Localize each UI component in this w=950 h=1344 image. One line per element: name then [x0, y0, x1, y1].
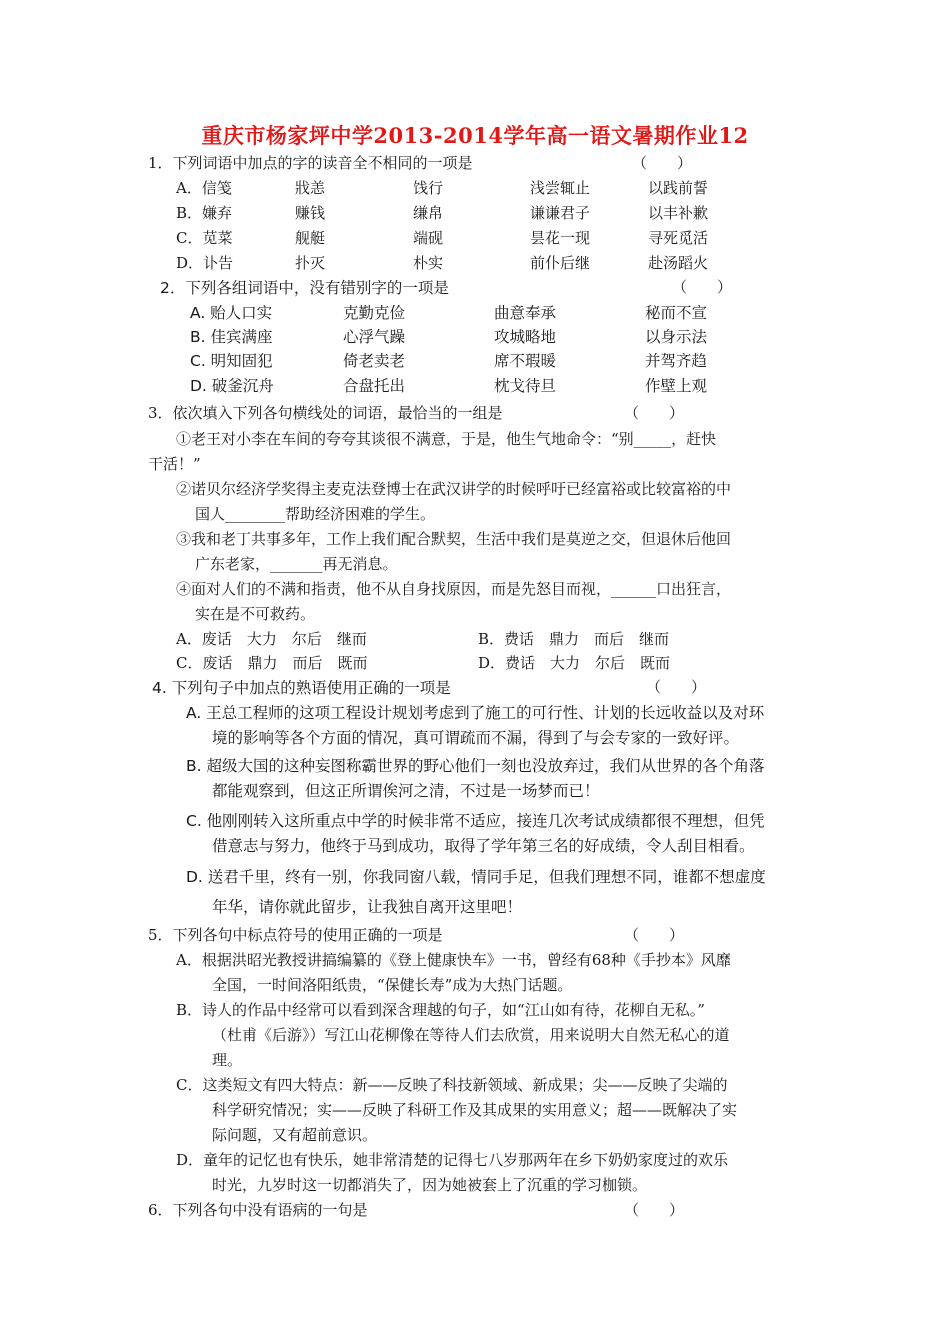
- q4-option-b-line1: B. 超级大国的这种妄图称霸世界的野心他们一刻也没放弃过，我们从世界的各个角落: [186, 757, 765, 775]
- q1-option-b-5: 以丰补歉: [648, 204, 709, 222]
- question-2-stem: 2．下列各组词语中，没有错别字的一项是: [160, 279, 449, 297]
- q1-option-c-3: 端砚: [413, 229, 444, 247]
- q3-sentence-4a: ④面对人们的不满和指责，他不从自身找原因，而是先怒目而视，______口出狂言，: [176, 580, 732, 598]
- q3-sentence-2a: ②诺贝尔经济学奖得主麦克法登博士在武汉讲学的时候呼吁已经富裕或比较富裕的中: [176, 480, 732, 498]
- q3-sentence-4b: 实在是不可救药。: [195, 605, 316, 623]
- q1-option-c-1: C．苋菜: [176, 229, 233, 247]
- q1-option-c-4: 昙花一现: [530, 229, 591, 247]
- q5-option-a-line1: A．根据洪昭光教授讲搞编纂的《登上健康快车》一书，曾经有68种《手抄本》风靡: [176, 951, 731, 969]
- question-6-answer-paren: （ ）: [624, 1201, 685, 1219]
- q2-option-a-1: A. 贻人口实: [190, 304, 273, 322]
- q4-option-d-line2: 年华，请你就此留步，让我独自离开这里吧！: [212, 898, 523, 916]
- q5-option-b-line1: B．诗人的作品中经常可以看到深含理越的句子，如“江山如有待，花柳自无私。”: [176, 1001, 705, 1019]
- q3-sentence-1b: 干活！”: [148, 455, 201, 473]
- q5-option-c-line3: 际问题，又有超前意识。: [212, 1126, 378, 1144]
- question-5-stem: 5．下列各句中标点符号的使用正确的一项是: [148, 926, 443, 944]
- page-title: 重庆市杨家坪中学2013-2014学年高一语文暑期作业12: [201, 123, 749, 148]
- q3-option-d: D．费话 大力 尔后 既而: [478, 654, 671, 672]
- q1-option-a-1: A．信笺: [176, 179, 232, 197]
- q3-option-a: A．废话 大力 尔后 继而: [176, 630, 367, 648]
- q2-option-c-4: 并驾齐趋: [645, 352, 708, 370]
- q5-option-c-line1: C．这类短文有四大特点：新——反映了科技新领域、新成果；尖——反映了尖端的: [176, 1076, 728, 1094]
- q1-option-d-2: 扑灭: [295, 254, 326, 272]
- q2-option-c-1: C. 明知固犯: [190, 352, 273, 370]
- q2-option-d-4: 作壁上观: [645, 377, 708, 395]
- q4-option-b-line2: 都能观察到，但这正所谓俟河之清，不过是一场梦而已！: [212, 782, 600, 800]
- q5-option-c-line2: 科学研究情况；实——反映了科研工作及其成果的实用意义；超——既解决了实: [212, 1101, 738, 1119]
- q1-option-c-2: 舰艇: [295, 229, 326, 247]
- q1-option-b-3: 缣帛: [413, 204, 444, 222]
- q2-option-b-2: 心浮气躁: [343, 328, 406, 346]
- q4-option-a-line2: 境的影响等各个方面的情况，真可谓疏而不漏，得到了与会专家的一致好评。: [212, 729, 740, 747]
- q2-option-b-1: B. 佳宾满座: [190, 328, 273, 346]
- q4-option-a-line1: A. 王总工程师的这项工程设计规划考虑到了施工的可行性、计划的长远收益以及对环: [186, 704, 765, 722]
- q1-option-d-1: D．讣告: [176, 254, 234, 272]
- q1-option-a-2: 戕恙: [295, 179, 326, 197]
- q2-option-a-2: 克勤克俭: [343, 304, 406, 322]
- q3-option-b: B．费话 鼎力 而后 继而: [478, 630, 670, 648]
- q2-option-c-3: 席不瑕暖: [494, 352, 557, 370]
- q3-sentence-3a: ③我和老丁共事多年，工作上我们配合默契，生活中我们是莫逆之交，但退休后他回: [176, 530, 732, 548]
- q3-sentence-3b: 广东老家，_______再无消息。: [195, 555, 398, 573]
- q5-option-a-line2: 全国，一时间洛阳纸贵，“保健长寿”成为大热门话题。: [212, 976, 573, 994]
- q1-option-d-5: 赴汤蹈火: [648, 254, 709, 272]
- q2-option-a-4: 秘而不宣: [645, 304, 708, 322]
- question-5-answer-paren: （ ）: [624, 926, 685, 944]
- q1-option-b-4: 谦谦君子: [530, 204, 591, 222]
- q4-option-c-line1: C. 他刚刚转入这所重点中学的时候非常不适应，接连几次考试成绩都很不理想，但凭: [186, 812, 765, 830]
- q1-option-d-3: 朴实: [413, 254, 444, 272]
- q1-option-d-4: 前仆后继: [530, 254, 591, 272]
- q2-option-d-1: D. 破釜沉舟: [190, 377, 274, 395]
- q2-option-b-3: 攻城略地: [494, 328, 557, 346]
- q2-option-a-3: 曲意奉承: [494, 304, 557, 322]
- q1-option-c-5: 寻死觅活: [648, 229, 709, 247]
- question-4-stem: 4. 下列句子中加点的熟语使用正确的一项是: [152, 679, 451, 697]
- q2-option-b-4: 以身示法: [645, 328, 708, 346]
- q5-option-d-line1: D．童年的记忆也有快乐，她非常清楚的记得七八岁那两年在乡下奶奶家度过的欢乐: [176, 1151, 729, 1169]
- question-3-stem: 3．依次填入下列各句横线处的词语，最恰当的一组是: [148, 404, 503, 422]
- q1-option-a-4: 浅尝辄止: [530, 179, 591, 197]
- q5-option-b-line2: （杜甫《后游》）写江山花柳像在等待人们去欣赏，用来说明大自然无私心的道: [212, 1026, 730, 1044]
- q5-option-b-line3: 理。: [212, 1051, 243, 1069]
- q5-option-d-line2: 时光，九岁时这一切都消失了，因为她被套上了沉重的学习枷锁。: [212, 1176, 648, 1194]
- q1-option-a-3: 饯行: [413, 179, 444, 197]
- q4-option-d-line1: D. 送君千里，终有一别，你我同窗八载，情同手足，但我们理想不同，谁都不想虚度: [186, 868, 766, 886]
- question-1-answer-paren: （ ）: [632, 154, 693, 172]
- q3-sentence-1a: ①老王对小李在车间的夸夸其谈很不满意，于是，他生气地命令：“别_____，赶快: [176, 430, 717, 448]
- q2-option-d-2: 合盘托出: [343, 377, 406, 395]
- q1-option-b-1: B．嫌弃: [176, 204, 233, 222]
- question-3-answer-paren: （ ）: [624, 404, 685, 422]
- q3-option-c: C．废话 鼎力 而后 既而: [176, 654, 368, 672]
- q2-option-c-2: 倚老卖老: [343, 352, 406, 370]
- question-4-answer-paren: （ ）: [646, 678, 707, 696]
- question-2-answer-paren: （ ）: [672, 278, 733, 296]
- q2-option-d-3: 枕戈待旦: [494, 377, 557, 395]
- question-1-stem: 1．下列词语中加点的字的读音全不相同的一项是: [148, 154, 473, 172]
- question-6-stem: 6．下列各句中没有语病的一句是: [148, 1201, 368, 1219]
- q4-option-c-line2: 借意志与努力，他终于马到成功，取得了学年第三名的好成绩，令人刮目相看。: [212, 837, 755, 855]
- q1-option-b-2: 赚钱: [295, 204, 326, 222]
- q3-sentence-2b: 国人________帮助经济困难的学生。: [195, 505, 436, 523]
- q1-option-a-5: 以践前誓: [648, 179, 709, 197]
